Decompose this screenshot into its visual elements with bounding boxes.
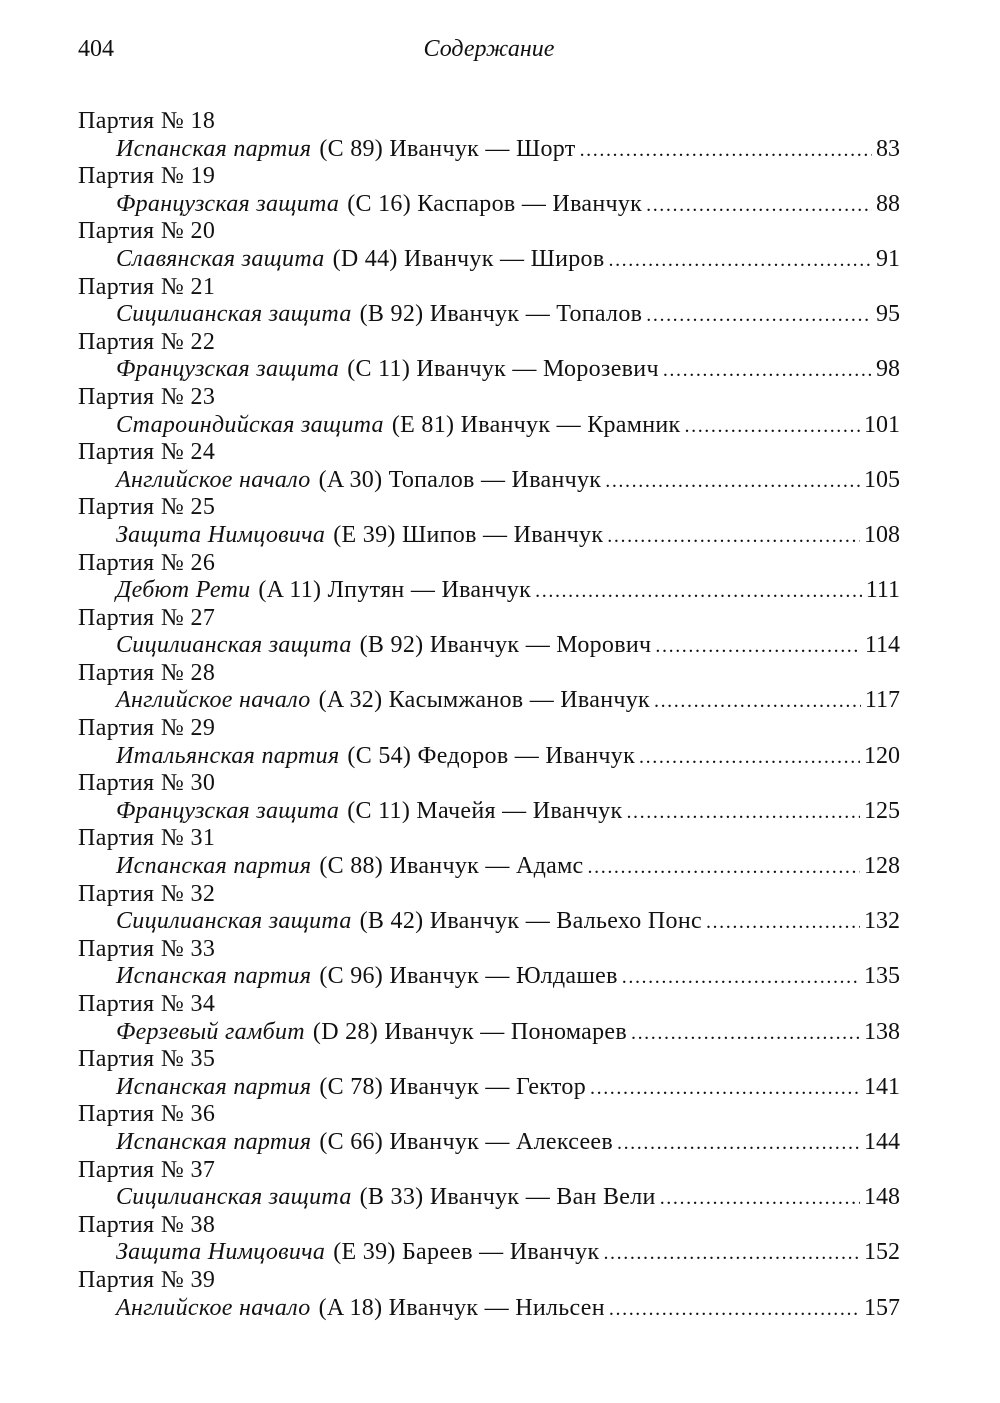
game-label: Партия № 22 [78, 328, 216, 355]
page-reference: 138 [864, 1018, 900, 1045]
page-reference: 125 [864, 797, 900, 824]
page-reference: 91 [876, 245, 900, 272]
game-details: (A 30) Топалов — Иванчук [318, 466, 602, 493]
toc-entry [78, 687, 900, 715]
game-details: (C 78) Иванчук — Гектор [319, 1073, 586, 1100]
game-label: Партия № 24 [78, 439, 216, 466]
opening-name: Французская защита [116, 190, 340, 217]
opening-name: Испанская партия [116, 963, 312, 990]
opening-name: Защита Нимцовича [116, 521, 326, 548]
page-reference: 105 [864, 466, 900, 493]
game-label: Партия № 18 [78, 108, 216, 134]
opening-name: Ферзевый гамбит [116, 1018, 305, 1045]
toc-entry [78, 356, 900, 384]
dot-leader [580, 137, 872, 165]
game-details: (A 18) Иванчук — Нильсен [318, 1294, 605, 1321]
opening-name: Испанская партия [116, 853, 312, 880]
game-details: (E 39) Шипов — Иванчук [333, 521, 604, 548]
toc-entry [78, 577, 900, 605]
page-reference: 141 [864, 1073, 900, 1100]
dot-leader [685, 413, 861, 441]
opening-name: Испанская партия [116, 135, 312, 162]
opening-name: Итальянская партия [116, 742, 340, 769]
toc-entry [78, 743, 900, 771]
opening-name: Испанская партия [116, 1073, 312, 1100]
dot-leader [631, 1020, 860, 1048]
page-reference: 95 [876, 301, 900, 328]
dot-leader [590, 1075, 860, 1103]
dot-leader [603, 1240, 860, 1268]
game-details: (B 92) Иванчук — Топалов [359, 301, 643, 328]
game-label: Партия № 20 [78, 218, 216, 245]
page-reference: 114 [864, 632, 900, 659]
opening-name: Дебют Рети [116, 577, 251, 604]
game-details: (C 11) Мачейя — Иванчук [347, 797, 623, 824]
game-label: Партия № 25 [78, 494, 216, 521]
game-label: Партия № 30 [78, 770, 216, 797]
game-label: Партия № 39 [78, 1266, 216, 1293]
page-reference: 120 [864, 742, 900, 769]
game-label: Партия № 37 [78, 1156, 216, 1183]
toc-entry [78, 798, 900, 826]
opening-name: Славянская защита [116, 245, 325, 272]
dot-leader [617, 1130, 860, 1158]
game-label: Партия № 33 [78, 935, 216, 962]
page-reference: 117 [864, 687, 900, 714]
game-label: Партия № 31 [78, 825, 216, 852]
running-head: Содержание [423, 36, 555, 62]
page-reference: 128 [864, 853, 900, 880]
game-label: Партия № 23 [78, 383, 216, 410]
dot-leader [663, 357, 872, 385]
dot-leader [607, 523, 860, 551]
dot-leader [535, 578, 862, 606]
dot-leader [626, 799, 860, 827]
game-details: (D 44) Иванчук — Широв [332, 245, 605, 272]
game-details: (A 11) Лпутян — Иванчук [258, 577, 532, 604]
toc-entry [78, 522, 900, 550]
dot-leader [646, 302, 872, 330]
opening-name: Английское начало [116, 1294, 311, 1321]
game-details: (C 16) Каспаров — Иванчук [347, 190, 643, 217]
page-reference: 101 [864, 411, 900, 438]
page-number: 404 [78, 36, 114, 62]
page-reference: 152 [864, 1239, 900, 1266]
toc-entry [78, 1184, 900, 1212]
toc-entry [78, 1295, 900, 1323]
dot-leader [605, 468, 860, 496]
dot-leader [706, 909, 860, 937]
game-label: Партия № 29 [78, 715, 216, 742]
game-details: (C 88) Иванчук — Адамс [319, 853, 584, 880]
page-reference: 157 [864, 1294, 900, 1321]
dot-leader [622, 964, 860, 992]
opening-name: Сицилианская защита [116, 632, 352, 659]
toc-entry [78, 1239, 900, 1267]
game-label: Партия № 21 [78, 273, 216, 300]
game-details: (C 11) Иванчук — Морозевич [347, 356, 659, 383]
game-details: (B 42) Иванчук — Вальехо Понс [359, 908, 702, 935]
dot-leader [639, 744, 860, 772]
game-details: (C 66) Иванчук — Алексеев [319, 1128, 613, 1155]
dot-leader [660, 1185, 860, 1213]
table-of-contents [78, 108, 900, 1322]
game-label: Партия № 19 [78, 163, 216, 190]
game-details: (B 33) Иванчук — Ван Вели [359, 1184, 656, 1211]
opening-name: Староиндийская защита [116, 411, 384, 438]
page-reference: 83 [876, 135, 900, 162]
game-label: Партия № 28 [78, 659, 216, 686]
toc-entry [78, 853, 900, 881]
page-reference: 98 [876, 356, 900, 383]
game-details: (E 39) Бареев — Иванчук [333, 1239, 600, 1266]
dot-leader [654, 688, 861, 716]
game-label: Партия № 32 [78, 880, 216, 907]
game-details: (C 89) Иванчук — Шорт [319, 135, 576, 162]
game-details: (E 81) Иванчук — Крамник [391, 411, 681, 438]
page-reference: 144 [864, 1128, 900, 1155]
toc-entry [78, 1074, 900, 1102]
page-reference: 108 [864, 521, 900, 548]
page-reference: 111 [865, 577, 900, 604]
opening-name: Французская защита [116, 797, 340, 824]
toc-entry [78, 467, 900, 495]
game-label: Партия № 38 [78, 1211, 216, 1238]
game-label: Партия № 27 [78, 604, 216, 631]
dot-leader [609, 1296, 860, 1324]
toc-entry [78, 908, 900, 936]
page-header [78, 36, 900, 76]
toc-entry [78, 412, 900, 440]
page-reference: 132 [864, 908, 900, 935]
opening-name: Английское начало [116, 466, 311, 493]
dot-leader [646, 192, 872, 220]
opening-name: Защита Нимцовича [116, 1239, 326, 1266]
game-label: Партия № 36 [78, 1101, 216, 1128]
opening-name: Сицилианская защита [116, 301, 352, 328]
game-label: Партия № 35 [78, 1046, 216, 1073]
dot-leader [588, 854, 860, 882]
opening-name: Английское начало [116, 687, 311, 714]
game-label: Партия № 26 [78, 549, 216, 576]
toc-entry [78, 246, 900, 274]
dot-leader [608, 247, 872, 275]
opening-name: Французская защита [116, 356, 340, 383]
game-details: (C 96) Иванчук — Юлдашев [319, 963, 618, 990]
page-reference: 148 [864, 1184, 900, 1211]
opening-name: Испанская партия [116, 1128, 312, 1155]
toc-entry [78, 963, 900, 991]
opening-name: Сицилианская защита [116, 908, 352, 935]
game-label: Партия № 34 [78, 991, 216, 1017]
opening-name: Сицилианская защита [116, 1184, 352, 1211]
page-reference: 135 [864, 963, 900, 990]
toc-entry [78, 1019, 900, 1047]
game-details: (D 28) Иванчук — Пономарев [312, 1018, 627, 1045]
toc-entry [78, 136, 900, 164]
game-details: (C 54) Федоров — Иванчук [347, 742, 636, 769]
toc-entry [78, 301, 900, 329]
toc-entry [78, 191, 900, 219]
toc-entry [78, 1129, 900, 1157]
dot-leader [655, 633, 861, 661]
toc-entry [78, 632, 900, 660]
game-details: (A 32) Касымжанов — Иванчук [318, 687, 650, 714]
game-details: (B 92) Иванчук — Морович [359, 632, 652, 659]
page-reference: 88 [876, 190, 900, 217]
